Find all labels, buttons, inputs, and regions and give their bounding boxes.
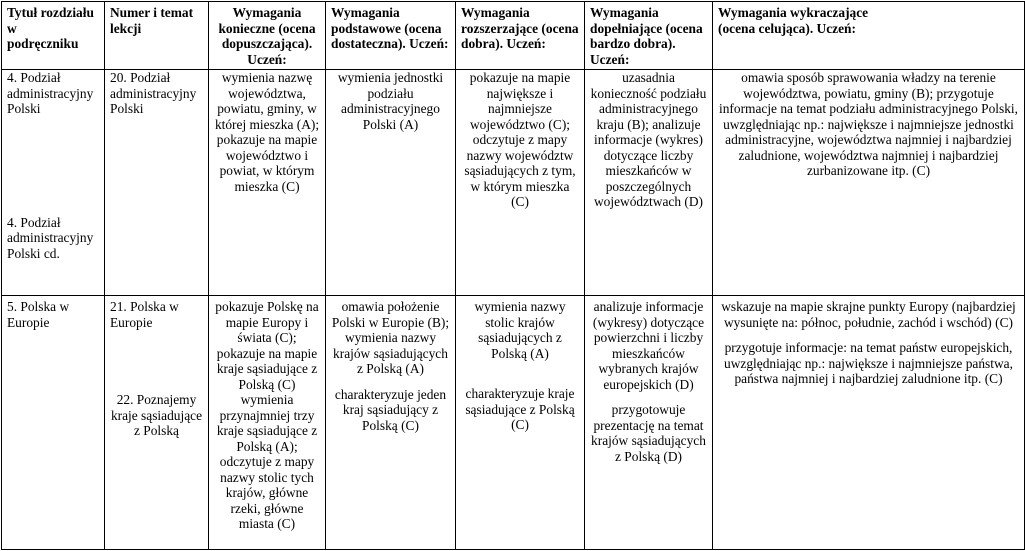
chapter-cell	[2, 70, 105, 296]
podstawowe-cell	[326, 70, 456, 296]
wykraczajace-cell	[713, 296, 1025, 550]
requirement-text: wymienia przynajmniej trzy kraje sąsiadujące z Polską (A); odczytuje z mapy nazwy stolic tych krajów, główne rzeki, główne miasta (C)	[216, 392, 318, 531]
rozszerzajace-cell	[456, 296, 585, 550]
table-row	[2, 70, 1025, 296]
header-rozszerzajace: Wymagania rozszerzające (ocena dobra). Uczeń:	[456, 2, 585, 70]
header-lesson: Numer i temat lekcji	[105, 2, 209, 70]
header-row	[2, 2, 1025, 70]
header-podstawowe: Wymagania podstawowe (ocena dostateczna). Uczeń:	[326, 2, 456, 70]
requirement-text: omawia położenie Polski w Europie (B); wymienia nazwy krajów sąsiadujących z Polską (A)	[331, 299, 450, 376]
requirement-text: uzasadnia konieczność podziału administracyjnego kraju (B); analizuje informacje (wykres) dotyczące liczby mieszkańców w poszczególnych województwach (D)	[590, 70, 707, 209]
requirement-text: pokazuje Polskę na mapie Europy i świata (C); pokazuje na mapie kraje sąsiadujące z Polską (C)	[215, 299, 319, 392]
requirement-text: wymienia jednostki podziału administracyjnego Polski (A)	[337, 70, 444, 132]
requirement-text: pokazuje na mapie największe i najmniejsze województwo (C); odczytuje z mapy nazwy województw sąsiadujących z tym, w którym mieszka (C)	[464, 70, 576, 209]
rozszerzajace-cell	[456, 70, 585, 296]
requirement-text: analizuje informacje (wykresy) dotyczące powierzchni i liczby mieszkańców wybranych krajów europejskich (D)	[592, 299, 705, 392]
header-dopelniajace: Wymagania dopełniające (ocena bardzo dobra). Uczeń:	[585, 2, 713, 70]
chapter-title: 4. Podział administracyjny Polski cd.	[7, 214, 94, 261]
konieczne-cell	[209, 296, 326, 550]
lesson-cell	[105, 70, 209, 296]
header-konieczne: Wymagania konieczne (ocena dopuszczająca). Uczeń:	[209, 2, 326, 70]
konieczne-cell	[209, 70, 326, 296]
dopelniajace-cell	[585, 70, 713, 296]
requirement-text: wymienia nazwy stolic krajów sąsiadujących z Polską (A)	[474, 299, 566, 361]
header-wykraczajace: Wymagania wykraczające (ocena celująca). Uczeń:	[713, 2, 1025, 70]
requirement-text: wskazuje na mapie skrajne punkty Europy (najbardziej wysunięte na: północ, południe, zachód i wschód) (C)	[721, 299, 1016, 330]
curriculum-requirements-table	[1, 1, 1025, 550]
chapter-title: 5. Polska w Europie	[7, 299, 70, 330]
requirement-text: przygotowuje prezentację na temat krajów sąsiadujących z Polską (D)	[591, 402, 706, 464]
lesson-title: 20. Podział administracyjny Polski	[110, 70, 197, 116]
requirement-text: wymienia nazwę województwa, powiatu, gminy, w której mieszka (A); pokazuje na mapie województwo i powiat, w którym mieszka (C)	[214, 70, 320, 194]
requirement-text: omawia sposób sprawowania władzy na terenie województwa, powiatu, gminy (B); przygotuje informacje na temat podziału administracyjnego Polski, uwzględniając np.: największe i najmniejsze jednostki administracyjne, województwa najmniej i najbardziej zaludnione, województwa najmniej i najbardziej zurbanizowane itp. (C)	[719, 70, 1018, 178]
chapter-cell	[2, 296, 105, 550]
lesson-cell	[105, 296, 209, 550]
wykraczajace-cell	[713, 70, 1025, 296]
lesson-title: 22. Poznajemy kraje sąsiadujące z Polską	[110, 392, 203, 438]
requirement-text: charakteryzuje jeden kraj sąsiadujący z Polską (C)	[334, 386, 447, 433]
header-chapter: Tytuł rozdziału w podręczniku	[2, 2, 105, 70]
table-row	[2, 296, 1025, 550]
chapter-title: 4. Podział administracyjny Polski	[7, 70, 94, 116]
requirement-text: charakteryzuje kraje sąsiadujące z Polską (C)	[465, 386, 575, 432]
lesson-title: 21. Polska w Europie	[110, 299, 179, 330]
dopelniajace-cell	[585, 296, 713, 550]
requirement-text: przygotuje informacje: na temat państw europejskich, uwzględniając np.: największe i najmniejsze państwa, państwa najmniej i najbardziej zaludnione itp. (C)	[724, 340, 1013, 386]
podstawowe-cell	[326, 296, 456, 550]
